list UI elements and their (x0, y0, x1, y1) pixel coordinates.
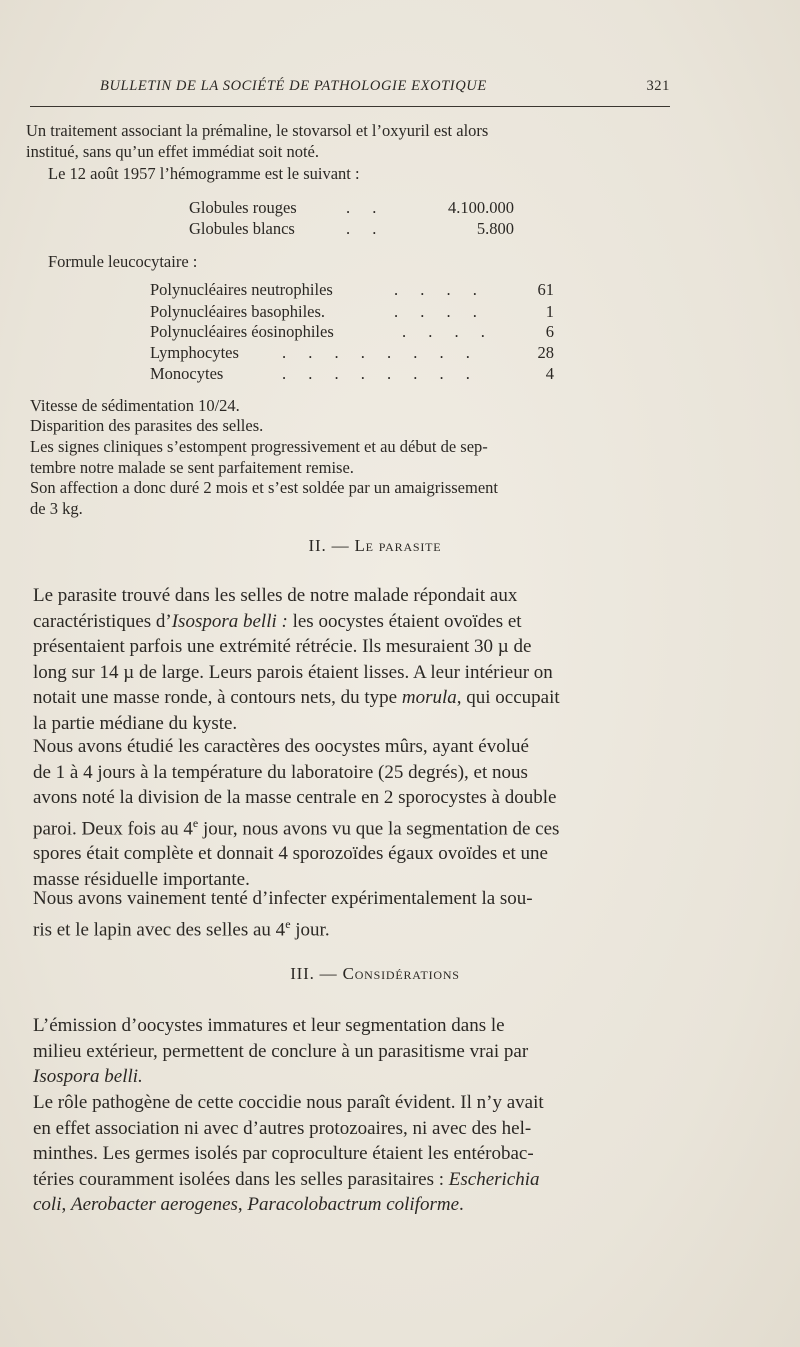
page-number: 321 (646, 78, 670, 94)
formula-title: Formule leucocytaire : (48, 252, 198, 271)
leader-dots: . . (346, 219, 386, 238)
formula-value: 6 (545, 322, 554, 341)
hemogram-value: 4.100.000 (448, 198, 514, 217)
leader-dots: . . (346, 198, 386, 217)
formula-value: 61 (537, 280, 554, 299)
clinical-paragraph: Les signes cliniques s’estompent progressivement et au début de sep- tembre notre malade se sent parfaitement remise. (30, 437, 488, 477)
leader-dots: . . . . (402, 322, 494, 341)
hemogram-label: Globules blancs (189, 219, 295, 238)
section-heading-parasite: II. — Le parasite (308, 536, 442, 555)
hemogram-intro: Le 12 août 1957 l’hémogramme est le suivant : (48, 164, 360, 183)
pathogenic-role-paragraph: Le rôle pathogène de cette coccidie nous paraît évident. Il n’y avait en effet association ni avec d’autres protozoaires, ni avec des hel- minthes. Les germes isolés par coproculture étaient les entérobac- téries couramment isolées dans les selles parasitaires : Escherichia coli, Aerobacter aerogenes, Paracolobactrum coliforme. (33, 1092, 544, 1215)
hemogram-value: 5.800 (476, 219, 514, 238)
intro-paragraph: Un traitement associant la prémaline, le stovarsol et l’oxyuril est alors institué, sans qu’un effet immédiat soit noté. (26, 121, 489, 161)
emission-paragraph: L’émission d’oocystes immatures et leur segmentation dans le milieu extérieur, permettent de conclure à un parasitisme vrai par Isospora belli. (33, 1015, 529, 1087)
oocyst-paragraph: Nous avons étudié les caractères des oocystes mûrs, ayant évolué de 1 à 4 jours à la température du laboratoire (25 degrés), et nous avons noté la division de la masse centrale en 2 sporocystes à double paroi. Deux fois au 4e jour, nous avons vu que la segmentation de ces spores était complète et donnait 4 sporozoïdes égaux ovoïdes et une masse résiduelle importante. (33, 736, 560, 890)
leader-dots: . . . . (394, 280, 486, 299)
formula-label: Polynucléaires neutrophiles (150, 280, 333, 299)
leader-dots: . . . . . . . . (282, 364, 479, 383)
running-header (100, 78, 670, 95)
sedimentation-rate: Vitesse de sédimentation 10/24. (30, 396, 240, 415)
formula-value: 4 (545, 364, 554, 383)
formula-value: 28 (537, 343, 554, 362)
infection-paragraph: Nous avons vainement tenté d’infecter expérimentalement la sou- ris et le lapin avec des selles au 4e jour. (33, 888, 533, 940)
formula-label: Polynucléaires éosinophiles (150, 322, 334, 341)
header-rule (30, 106, 670, 107)
parasite-disappearance: Disparition des parasites des selles. (30, 416, 264, 435)
formula-label: Lymphocytes (150, 343, 239, 362)
leader-dots: . . . . (394, 302, 486, 321)
section-heading-considerations: III. — Considérations (290, 964, 460, 983)
formula-value: 1 (545, 302, 554, 321)
affection-paragraph: Son affection a donc duré 2 mois et s’est soldée par un amaigrissement de 3 kg. (30, 478, 498, 518)
formula-label: Monocytes (150, 364, 224, 383)
journal-title: BULLETIN DE LA SOCIÉTÉ DE PATHOLOGIE EXOTIQUE (100, 78, 487, 94)
hemogram-label: Globules rouges (189, 198, 297, 217)
parasite-paragraph: Le parasite trouvé dans les selles de notre malade répondait aux caractéristiques d’Isospora belli : les oocystes étaient ovoïdes et présentaient parfois une extrémité rétrécie. Ils mesuraient 30 µ de long sur 14 µ de large. Leurs parois étaient lisses. A leur intérieur on notait une masse ronde, à contours nets, du type morula, qui occupait la partie médiane du kyste. (33, 585, 560, 734)
leader-dots: . . . . . . . . (282, 343, 479, 362)
formula-label: Polynucléaires basophiles. (150, 302, 326, 321)
